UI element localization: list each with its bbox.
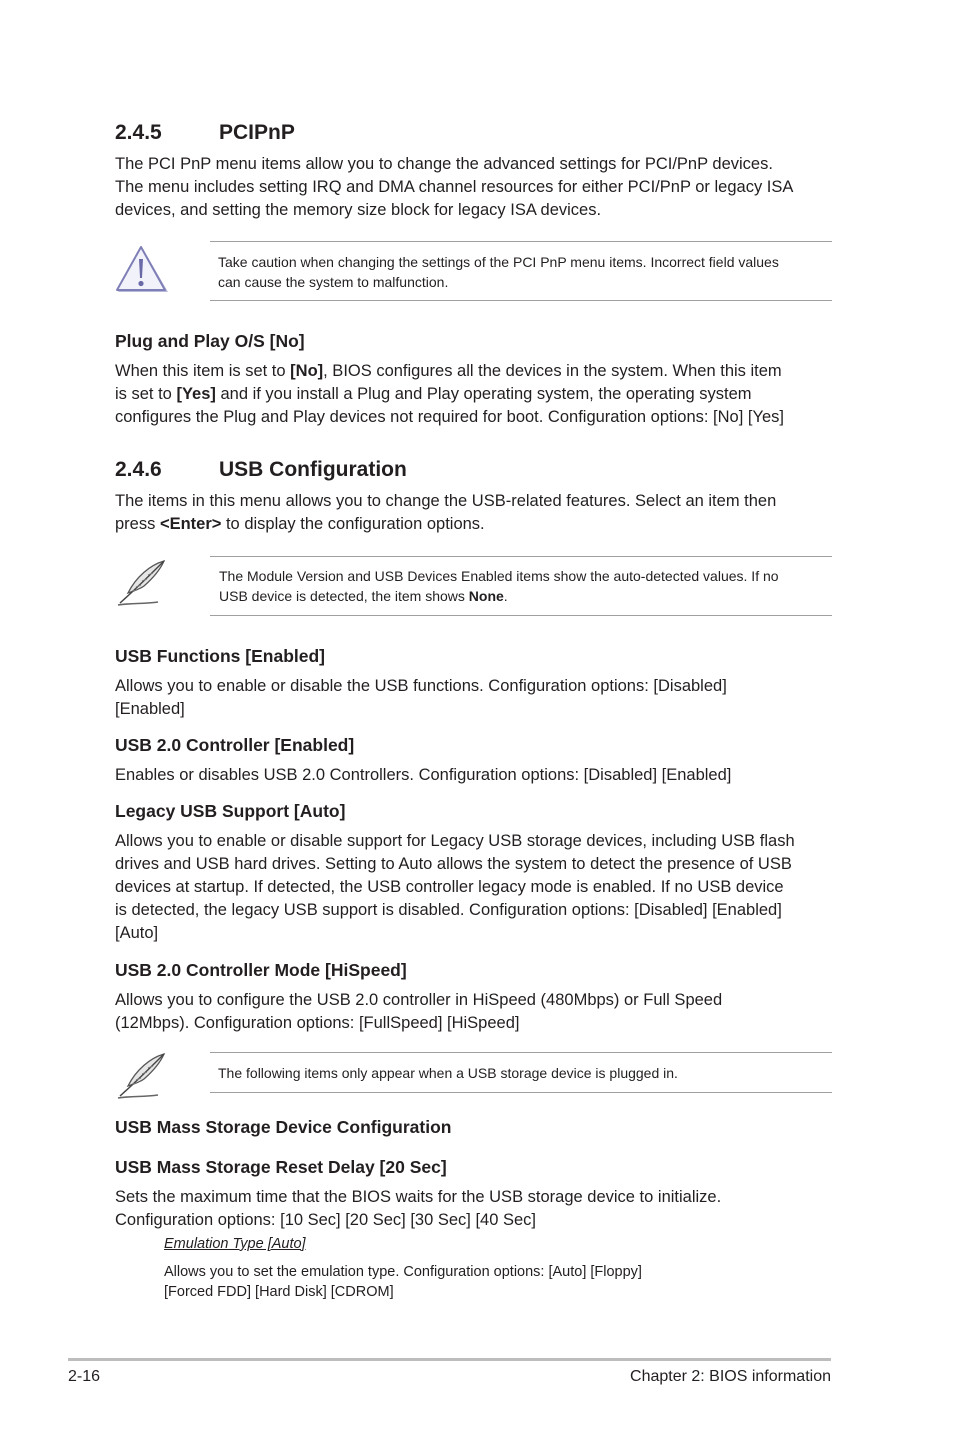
section-number: 2.4.6 bbox=[115, 458, 162, 481]
text-line: Allows you to configure the USB 2.0 controller in HiSpeed (480Mbps) or Full Speed bbox=[115, 991, 723, 1009]
pcipnp-intro bbox=[115, 153, 793, 222]
warning-triangle-icon bbox=[113, 245, 169, 295]
legacy-usb-description bbox=[115, 830, 795, 945]
page-number: 2-16 bbox=[68, 1368, 101, 1385]
bold-run: None bbox=[468, 588, 504, 604]
section-number: 2.4.5 bbox=[115, 121, 162, 144]
text-line bbox=[219, 586, 779, 606]
text-line: (12Mbps). Configuration options: [FullSpeed] [HiSpeed] bbox=[115, 1014, 520, 1032]
text-line: [Enabled] bbox=[115, 700, 185, 718]
text-line: [Forced FDD] [Hard Disk] [CDROM] bbox=[164, 1284, 394, 1300]
plug-and-play-description bbox=[115, 360, 784, 429]
usb-intro bbox=[115, 490, 776, 536]
text-run: is set to bbox=[115, 385, 177, 403]
note-text bbox=[219, 566, 779, 606]
feather-quill-icon bbox=[114, 1052, 168, 1102]
text-run: and if you install a Plug and Play operating system, the operating system bbox=[215, 385, 752, 403]
section-heading-pcipnp bbox=[115, 120, 295, 146]
text-line: Enables or disables USB 2.0 Controllers. Configuration options: [Disabled] [Enabled] bbox=[115, 766, 732, 784]
note-top-rule bbox=[210, 556, 832, 557]
note-top-rule bbox=[210, 1052, 832, 1053]
text-line: can cause the system to malfunction. bbox=[218, 274, 449, 290]
caution-text bbox=[218, 252, 779, 292]
text-line: The PCI PnP menu items allow you to change the advanced settings for PCI/PnP devices. bbox=[115, 155, 773, 173]
heading-usb-controller-mode: USB 2.0 Controller Mode [HiSpeed] bbox=[115, 960, 407, 980]
text-line: Take caution when changing the settings of the PCI PnP menu items. Incorrect field values bbox=[218, 254, 779, 270]
text-line: devices at startup. If detected, the USB controller legacy mode is enabled. If no USB device bbox=[115, 878, 784, 896]
usb-controller-description bbox=[115, 764, 731, 787]
section-title: USB Configuration bbox=[219, 458, 407, 481]
text-run: , BIOS configures all the devices in the system. When this item bbox=[323, 362, 782, 380]
section-heading-usb-configuration bbox=[115, 457, 407, 483]
text-line: The items in this menu allows you to change the USB-related features. Select an item then bbox=[115, 492, 777, 510]
text-line bbox=[115, 383, 784, 406]
text-line: The Module Version and USB Devices Enabled items show the auto-detected values. If no bbox=[219, 568, 779, 584]
text-line: configures the Plug and Play devices not required for boot. Configuration options: [No] [Yes] bbox=[115, 408, 784, 426]
text-run: to display the configuration options. bbox=[221, 515, 485, 533]
emulation-type-description bbox=[164, 1262, 642, 1302]
note-bottom-rule bbox=[210, 615, 832, 616]
heading-usb-functions: USB Functions [Enabled] bbox=[115, 646, 325, 666]
chapter-label: Chapter 2: BIOS information bbox=[630, 1368, 831, 1385]
text-line: Allows you to enable or disable the USB functions. Configuration options: [Disabled] bbox=[115, 677, 727, 695]
heading-mass-storage-reset-delay: USB Mass Storage Reset Delay [20 Sec] bbox=[115, 1157, 447, 1177]
text-line: Sets the maximum time that the BIOS waits for the USB storage device to initialize. bbox=[115, 1188, 722, 1206]
text-run: When this item is set to bbox=[115, 362, 291, 380]
heading-legacy-usb-support: Legacy USB Support [Auto] bbox=[115, 801, 346, 821]
feather-quill-icon bbox=[114, 559, 168, 609]
text-line bbox=[115, 360, 784, 383]
bold-run: <Enter> bbox=[159, 515, 222, 533]
reset-delay-description bbox=[115, 1186, 721, 1232]
caution-top-rule bbox=[210, 241, 832, 242]
text-run: press bbox=[115, 515, 160, 533]
section-title: PCIPnP bbox=[219, 121, 295, 144]
text-line bbox=[115, 513, 776, 536]
text-line: Configuration options: [10 Sec] [20 Sec] [30 Sec] [40 Sec] bbox=[115, 1211, 537, 1229]
heading-usb-controller: USB 2.0 Controller [Enabled] bbox=[115, 735, 355, 755]
footer-rule bbox=[68, 1358, 831, 1361]
usb-controller-mode-description bbox=[115, 989, 722, 1035]
note-bottom-rule bbox=[210, 1092, 832, 1093]
heading-mass-storage-config: USB Mass Storage Device Configuration bbox=[115, 1117, 452, 1137]
text-line: is detected, the legacy USB support is disabled. Configuration options: [Disabled] [Enabled] bbox=[115, 901, 782, 919]
text-line: drives and USB hard drives. Setting to Auto allows the system to detect the presence of USB bbox=[115, 855, 792, 873]
emulation-type-label: Emulation Type [Auto] bbox=[164, 1236, 306, 1252]
usb-functions-description bbox=[115, 675, 727, 721]
text-line: Allows you to enable or disable support for Legacy USB storage devices, including USB flash bbox=[115, 832, 795, 850]
text-line: Allows you to set the emulation type. Configuration options: [Auto] [Floppy] bbox=[164, 1264, 642, 1280]
text-line: devices, and setting the memory size block for legacy ISA devices. bbox=[115, 201, 602, 219]
text-line: [Auto] bbox=[115, 924, 159, 942]
bold-run: [No] bbox=[290, 362, 324, 380]
caution-bottom-rule bbox=[210, 300, 832, 301]
heading-plug-and-play: Plug and Play O/S [No] bbox=[115, 331, 305, 351]
note-text: The following items only appear when a USB storage device is plugged in. bbox=[218, 1065, 678, 1081]
bold-run: [Yes] bbox=[176, 385, 216, 403]
text-run: . bbox=[503, 588, 508, 604]
text-run: USB device is detected, the item shows bbox=[219, 588, 469, 604]
text-line: The menu includes setting IRQ and DMA channel resources for either PCI/PnP or legacy ISA bbox=[115, 178, 794, 196]
